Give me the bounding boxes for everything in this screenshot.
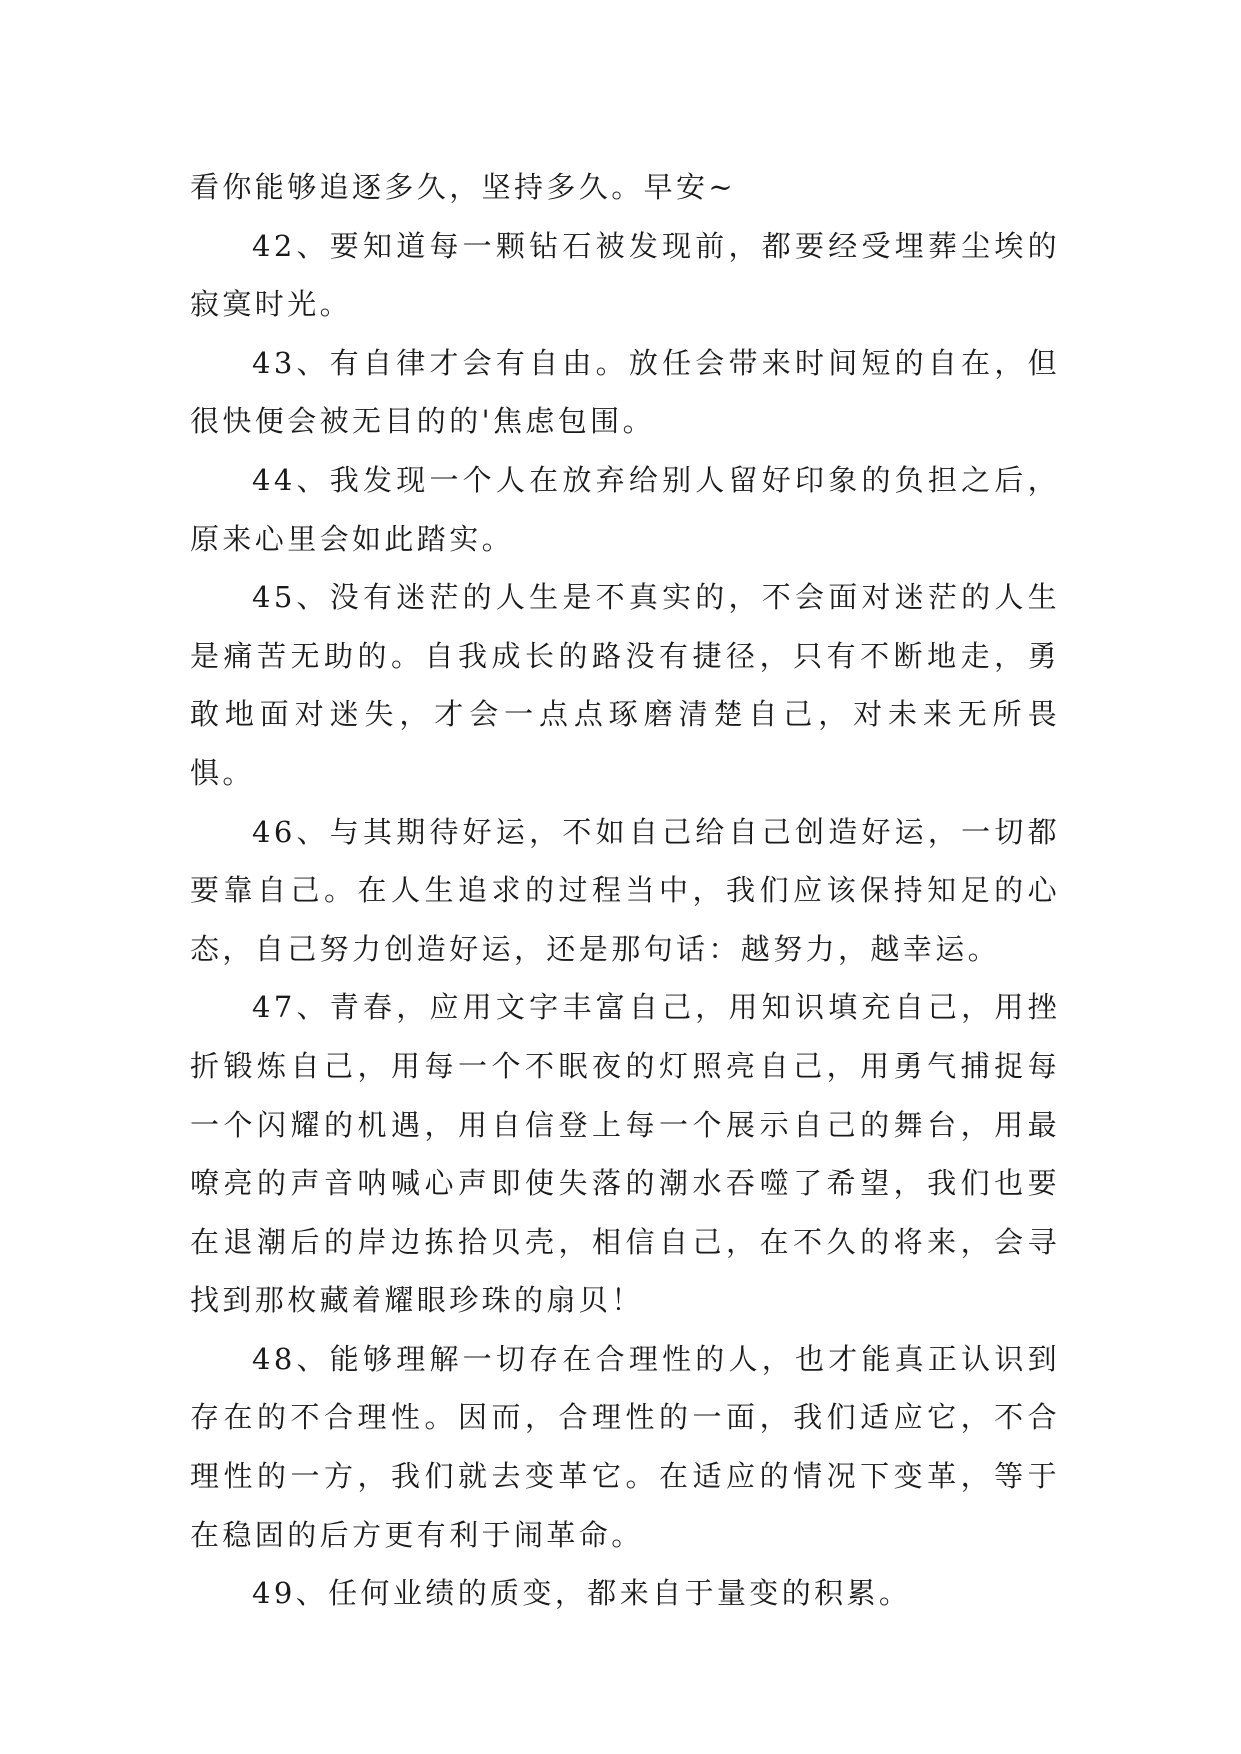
paragraph-43: 43、有自律才会有自由。放任会带来时间短的自在，但很快便会被无目的的'焦虑包围。 — [190, 345, 1060, 439]
paragraph-49: 49、任何业绩的质变，都来自于量变的积累。 — [252, 1576, 912, 1611]
document-body — [190, 158, 1060, 1623]
paragraph-48: 48、能够理解一切存在合理性的人，也才能真正认识到存在的不合理性。因而，合理性的一面，我们适应它，不合理性的一方，我们就去变革它。在适应的情况下变革，等于在稳固的后方更有利于闹革命。 — [190, 1341, 1060, 1552]
paragraph-continuation: 看你能够追逐多久，坚持多久。早安~ — [190, 170, 737, 204]
paragraph-47: 47、青春，应用文字丰富自己，用知识填充自己，用挫折锻炼自己，用每一个不眠夜的灯照亮自己，用勇气捕捉每一个闪耀的机遇，用自信登上每一个展示自己的舞台，用最嘹亮的声音呐喊心声即使失落的潮水吞噬了希望，我们也要在退潮后的岸边拣拾贝壳，相信自己，在不久的将来，会寻找到那枚藏着耀眼珍珠的扇贝！ — [190, 990, 1060, 1318]
paragraph-44: 44、我发现一个人在放弃给别人留好印象的负担之后，原来心里会如此踏实。 — [190, 462, 1060, 556]
paragraph-45: 45、没有迷茫的人生是不真实的，不会面对迷茫的人生是痛苦无助的。自我成长的路没有捷径，只有不断地走，勇敢地面对迷失，才会一点点琢磨清楚自己，对未来无所畏惧。 — [190, 580, 1060, 790]
paragraph-46: 46、与其期待好运，不如自己给自己创造好运，一切都要靠自己。在人生追求的过程当中，我们应该保持知足的心态，自己努力创造好运，还是那句话：越努力，越幸运。 — [190, 814, 1060, 966]
paragraph-42: 42、要知道每一颗钻石被发现前，都要经受埋葬尘埃的寂寞时光。 — [190, 228, 1060, 322]
